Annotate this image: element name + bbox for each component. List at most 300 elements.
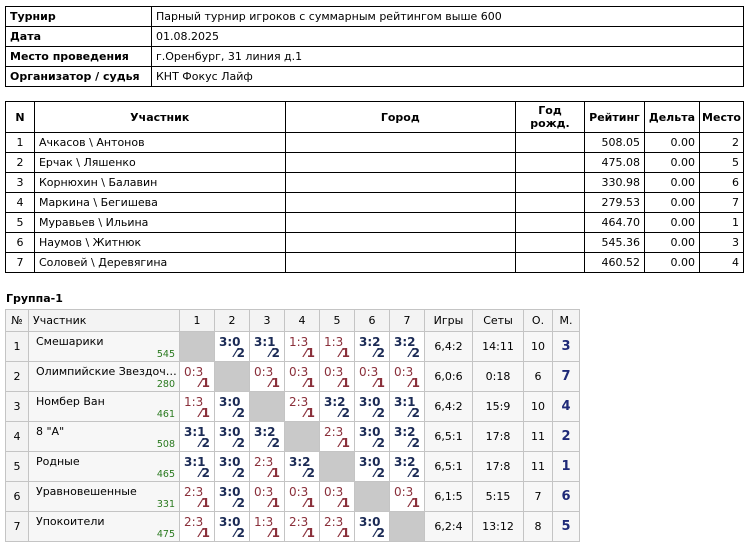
info-label: Дата (6, 27, 152, 47)
col-header-opponent: 6 (355, 310, 390, 332)
match-points-value: 2 (376, 406, 385, 420)
info-row-organizer (6, 67, 744, 87)
team-number: 2 (6, 362, 29, 392)
team-place-value: 1 (561, 459, 571, 474)
team-number: 5 (6, 452, 29, 482)
team-place-value: 3 (561, 339, 571, 354)
team-row (6, 512, 580, 542)
match-points: ⁄2 (269, 436, 280, 450)
match-score-cell[interactable] (390, 392, 425, 422)
match-points-value: 2 (271, 346, 280, 360)
participant-place: 2 (699, 133, 743, 153)
match-points-value: 2 (376, 436, 385, 450)
match-score: 0:3 (324, 365, 344, 379)
participant-name: Соловей \ Деревягина (34, 253, 285, 273)
match-score-cell[interactable] (320, 362, 355, 392)
info-label: Турнир (6, 7, 152, 27)
participant-place: 3 (699, 233, 743, 253)
info-value: 01.08.2025 (152, 27, 744, 47)
info-label: Организатор / судья (6, 67, 152, 87)
match-score: 3:2 (394, 335, 416, 349)
participant-delta: 0.00 (644, 173, 699, 193)
participant-row (6, 193, 744, 213)
team-games: 6,4:2 (425, 332, 473, 362)
team-number: 3 (6, 392, 29, 422)
self-match-cell (250, 392, 285, 422)
col-header-n: N (6, 102, 35, 133)
match-points: ⁄1 (199, 526, 210, 540)
match-points: ⁄2 (269, 346, 280, 360)
match-score-cell[interactable] (320, 422, 355, 452)
participant-birth-year (516, 193, 585, 213)
match-score-cell[interactable] (320, 512, 355, 542)
match-score-cell[interactable] (180, 482, 215, 512)
match-points-value: 1 (341, 376, 350, 390)
match-points-value: 2 (236, 406, 245, 420)
team-place (553, 362, 580, 392)
match-score-cell[interactable] (320, 482, 355, 512)
participant-delta: 0.00 (644, 253, 699, 273)
match-points-value: 1 (306, 376, 315, 390)
match-points-value: 1 (306, 496, 315, 510)
col-header-opponent: 2 (215, 310, 250, 332)
match-points: ⁄2 (304, 466, 315, 480)
match-score: 3:2 (254, 425, 276, 439)
match-points-value: 2 (376, 466, 385, 480)
match-score: 3:0 (219, 395, 241, 409)
group-title: Группа-1 (6, 292, 63, 305)
team-rating: 280 (156, 379, 175, 390)
participant-row (6, 133, 744, 153)
col-header-opponent: 4 (285, 310, 320, 332)
match-points: ⁄2 (199, 466, 210, 480)
team-sets: 17:8 (473, 452, 524, 482)
match-score-cell[interactable] (180, 422, 215, 452)
col-header-name: Участник (34, 102, 285, 133)
participant-number: 2 (6, 153, 35, 173)
team-name-cell (29, 392, 180, 422)
team-place-value: 5 (561, 519, 571, 534)
participant-rating: 330.98 (584, 173, 644, 193)
match-points: ⁄2 (409, 346, 420, 360)
participant-delta: 0.00 (644, 213, 699, 233)
participant-delta: 0.00 (644, 153, 699, 173)
match-score-cell[interactable] (180, 452, 215, 482)
team-rating: 475 (156, 529, 175, 540)
match-points-value: 1 (411, 376, 420, 390)
info-row-date (6, 27, 744, 47)
match-points-value: 2 (236, 436, 245, 450)
match-score-cell[interactable] (355, 452, 390, 482)
match-score-cell[interactable] (390, 452, 425, 482)
team-name-cell (29, 482, 180, 512)
match-score: 3:0 (219, 425, 241, 439)
team-name: Родные (36, 455, 80, 468)
match-points-value: 2 (411, 436, 420, 450)
team-points: 11 (524, 422, 553, 452)
match-score-cell[interactable] (250, 482, 285, 512)
participant-city (285, 153, 516, 173)
info-label: Место проведения (6, 47, 152, 67)
match-score: 0:3 (394, 365, 414, 379)
match-points-value: 2 (411, 466, 420, 480)
match-score-cell[interactable] (250, 332, 285, 362)
team-name-cell (29, 452, 180, 482)
col-header-opponent: 1 (180, 310, 215, 332)
match-score: 0:3 (359, 365, 379, 379)
participant-name: Ачкасов \ Антонов (34, 133, 285, 153)
participant-city (285, 213, 516, 233)
match-points: ⁄1 (269, 496, 280, 510)
match-points: ⁄1 (339, 436, 350, 450)
match-points-value: 2 (306, 466, 315, 480)
team-name: Смешарики (36, 335, 104, 348)
match-points-value: 1 (341, 496, 350, 510)
team-place (553, 332, 580, 362)
team-sets: 15:9 (473, 392, 524, 422)
match-score-cell[interactable] (250, 452, 285, 482)
match-points-value: 1 (341, 526, 350, 540)
match-points: ⁄1 (409, 496, 420, 510)
match-points-value: 2 (271, 436, 280, 450)
match-points-value: 1 (271, 526, 280, 540)
col-header-year: Год рожд. (516, 102, 585, 133)
team-rating: 461 (156, 409, 175, 420)
match-points: ⁄1 (409, 376, 420, 390)
match-score-cell[interactable] (285, 512, 320, 542)
match-score-cell[interactable] (390, 422, 425, 452)
match-score: 3:2 (394, 425, 416, 439)
participant-rating: 460.52 (584, 253, 644, 273)
match-score: 0:3 (289, 485, 309, 499)
team-points: 11 (524, 452, 553, 482)
match-score-cell[interactable] (180, 392, 215, 422)
match-score-cell[interactable] (355, 362, 390, 392)
team-place-value: 6 (561, 489, 571, 504)
team-name: Упокоители (36, 515, 105, 528)
participant-name: Муравьев \ Ильина (34, 213, 285, 233)
match-score: 3:1 (394, 395, 416, 409)
self-match-cell (320, 452, 355, 482)
match-points-value: 1 (201, 376, 210, 390)
participant-row (6, 173, 744, 193)
match-points: ⁄1 (269, 466, 280, 480)
team-place (553, 482, 580, 512)
col-header-team: Участник (29, 310, 180, 332)
participant-rating: 508.05 (584, 133, 644, 153)
participant-number: 7 (6, 253, 35, 273)
match-score-cell[interactable] (250, 512, 285, 542)
match-score: 1:3 (324, 335, 344, 349)
match-points-value: 2 (376, 346, 385, 360)
participant-number: 5 (6, 213, 35, 233)
team-games: 6,5:1 (425, 452, 473, 482)
participant-number: 3 (6, 173, 35, 193)
match-score: 3:2 (394, 455, 416, 469)
match-points-value: 2 (236, 466, 245, 480)
match-score-cell[interactable] (215, 332, 250, 362)
match-score: 1:3 (254, 515, 274, 529)
team-row (6, 452, 580, 482)
info-value: г.Оренбург, 31 линия д.1 (152, 47, 744, 67)
team-rating: 465 (156, 469, 175, 480)
match-score-cell[interactable] (285, 392, 320, 422)
match-score: 3:0 (359, 455, 381, 469)
match-points-value: 1 (201, 406, 210, 420)
col-header-num: № (6, 310, 29, 332)
team-place-value: 2 (561, 429, 571, 444)
match-score: 3:1 (184, 425, 206, 439)
participant-row (6, 213, 744, 233)
participant-birth-year (516, 253, 585, 273)
match-points: ⁄2 (234, 466, 245, 480)
match-points: ⁄2 (374, 466, 385, 480)
team-rating: 508 (156, 439, 175, 450)
participant-place: 6 (699, 173, 743, 193)
match-points: ⁄1 (339, 526, 350, 540)
match-score-cell[interactable] (390, 482, 425, 512)
match-points-value: 2 (376, 526, 385, 540)
team-place (553, 422, 580, 452)
team-place-value: 4 (561, 399, 571, 414)
match-points: ⁄1 (374, 376, 385, 390)
participant-city (285, 173, 516, 193)
match-points: ⁄1 (339, 376, 350, 390)
col-header-city: Город (285, 102, 516, 133)
team-rating: 331 (156, 499, 175, 510)
match-score: 0:3 (254, 485, 274, 499)
team-name: Олимпийские Звездоч… (36, 365, 177, 378)
match-score-cell[interactable] (355, 392, 390, 422)
team-points: 6 (524, 362, 553, 392)
match-points: ⁄1 (199, 376, 210, 390)
match-score: 0:3 (324, 485, 344, 499)
match-score: 3:1 (184, 455, 206, 469)
match-score-cell[interactable] (215, 512, 250, 542)
match-score: 3:0 (219, 515, 241, 529)
match-score: 2:3 (324, 425, 344, 439)
team-row (6, 362, 580, 392)
match-score-cell[interactable] (285, 362, 320, 392)
participant-city (285, 133, 516, 153)
team-name: 8 "А" (36, 425, 65, 438)
match-points: ⁄1 (269, 376, 280, 390)
match-points-value: 1 (271, 496, 280, 510)
team-sets: 14:11 (473, 332, 524, 362)
match-points: ⁄2 (339, 406, 350, 420)
match-points: ⁄1 (339, 346, 350, 360)
team-number: 1 (6, 332, 29, 362)
info-row-venue (6, 47, 744, 67)
match-points: ⁄1 (304, 346, 315, 360)
match-score-cell[interactable] (215, 392, 250, 422)
match-points-value: 1 (341, 436, 350, 450)
match-points: ⁄1 (304, 496, 315, 510)
team-name-cell (29, 362, 180, 392)
match-score-cell[interactable] (215, 482, 250, 512)
team-row (6, 482, 580, 512)
match-points-value: 1 (306, 526, 315, 540)
match-points: ⁄1 (269, 526, 280, 540)
match-score: 3:0 (359, 425, 381, 439)
match-points: ⁄2 (234, 496, 245, 510)
match-score-cell[interactable] (355, 422, 390, 452)
self-match-cell (355, 482, 390, 512)
match-score-cell[interactable] (285, 332, 320, 362)
team-points: 7 (524, 482, 553, 512)
match-points-value: 1 (306, 406, 315, 420)
match-score-cell[interactable] (180, 512, 215, 542)
participant-place: 4 (699, 253, 743, 273)
match-points-value: 2 (341, 406, 350, 420)
match-score-cell[interactable] (390, 362, 425, 392)
participant-place: 5 (699, 153, 743, 173)
match-score-cell[interactable] (215, 452, 250, 482)
self-match-cell (180, 332, 215, 362)
participant-city (285, 253, 516, 273)
match-points: ⁄2 (374, 526, 385, 540)
match-score: 0:3 (394, 485, 414, 499)
participant-number: 1 (6, 133, 35, 153)
participant-birth-year (516, 153, 585, 173)
participant-delta: 0.00 (644, 193, 699, 213)
match-points-value: 1 (271, 466, 280, 480)
tournament-info-table (5, 6, 744, 87)
match-points-value: 2 (411, 346, 420, 360)
col-header-delta: Дельта (644, 102, 699, 133)
match-points: ⁄1 (339, 496, 350, 510)
participant-birth-year (516, 173, 585, 193)
participant-name: Наумов \ Житнюк (34, 233, 285, 253)
match-score-cell[interactable] (285, 452, 320, 482)
col-header-place: Место (699, 102, 743, 133)
participant-number: 4 (6, 193, 35, 213)
match-score-cell[interactable] (250, 422, 285, 452)
participant-city (285, 233, 516, 253)
col-header-opponent: 7 (390, 310, 425, 332)
team-row (6, 422, 580, 452)
match-score-cell[interactable] (250, 362, 285, 392)
match-points-value: 2 (201, 436, 210, 450)
participant-rating: 464.70 (584, 213, 644, 233)
match-score: 3:2 (289, 455, 311, 469)
match-points-value: 2 (236, 526, 245, 540)
match-score-cell[interactable] (355, 332, 390, 362)
participant-rating: 475.08 (584, 153, 644, 173)
team-place (553, 452, 580, 482)
match-score: 3:0 (219, 455, 241, 469)
match-score: 0:3 (289, 365, 309, 379)
match-score: 3:2 (359, 335, 381, 349)
match-score: 3:0 (359, 515, 381, 529)
participant-birth-year (516, 233, 585, 253)
match-points: ⁄2 (234, 436, 245, 450)
match-points-value: 1 (201, 496, 210, 510)
team-sets: 5:15 (473, 482, 524, 512)
match-points-value: 1 (306, 346, 315, 360)
team-points: 10 (524, 392, 553, 422)
team-row (6, 392, 580, 422)
match-points-value: 2 (236, 496, 245, 510)
team-name-cell (29, 332, 180, 362)
participant-city (285, 193, 516, 213)
participant-birth-year (516, 213, 585, 233)
match-points-value: 2 (201, 466, 210, 480)
team-place (553, 392, 580, 422)
participant-delta: 0.00 (644, 133, 699, 153)
match-points: ⁄2 (409, 466, 420, 480)
match-points: ⁄1 (304, 376, 315, 390)
match-score-cell[interactable] (215, 422, 250, 452)
match-score: 3:2 (324, 395, 346, 409)
match-score-cell[interactable] (355, 512, 390, 542)
match-score: 1:3 (184, 395, 204, 409)
participant-row (6, 153, 744, 173)
match-score: 2:3 (324, 515, 344, 529)
self-match-cell (215, 362, 250, 392)
team-name: Номбер Ван (36, 395, 105, 408)
team-games: 6,4:2 (425, 392, 473, 422)
participant-rating: 545.36 (584, 233, 644, 253)
match-score: 3:0 (219, 335, 241, 349)
participant-name: Маркина \ Бегишева (34, 193, 285, 213)
match-points-value: 1 (411, 496, 420, 510)
self-match-cell (285, 422, 320, 452)
match-score: 2:3 (289, 515, 309, 529)
match-score: 3:1 (254, 335, 276, 349)
participant-row (6, 253, 744, 273)
col-header-rating: Рейтинг (584, 102, 644, 133)
match-points-value: 1 (341, 346, 350, 360)
participant-birth-year (516, 133, 585, 153)
team-games: 6,5:1 (425, 422, 473, 452)
participant-place: 7 (699, 193, 743, 213)
match-score: 0:3 (254, 365, 274, 379)
match-points: ⁄2 (374, 346, 385, 360)
participants-table (5, 101, 744, 273)
team-place-value: 7 (561, 369, 571, 384)
match-score-cell[interactable] (320, 392, 355, 422)
team-games: 6,0:6 (425, 362, 473, 392)
team-number: 4 (6, 422, 29, 452)
match-points: ⁄1 (199, 496, 210, 510)
team-name: Уравновешенные (36, 485, 137, 498)
col-header-games: Игры (425, 310, 473, 332)
col-header-opponent: 5 (320, 310, 355, 332)
team-row (6, 332, 580, 362)
info-row-tournament (6, 7, 744, 27)
info-value: КНТ Фокус Лайф (152, 67, 744, 87)
participant-row (6, 233, 744, 253)
match-score: 2:3 (254, 455, 274, 469)
match-points: ⁄2 (234, 346, 245, 360)
match-score: 3:0 (219, 485, 241, 499)
team-points: 8 (524, 512, 553, 542)
col-header-sets: Сеты (473, 310, 524, 332)
match-score: 2:3 (184, 485, 204, 499)
match-points: ⁄2 (409, 406, 420, 420)
match-score-cell[interactable] (390, 332, 425, 362)
match-points: ⁄1 (304, 526, 315, 540)
match-score-cell[interactable] (180, 362, 215, 392)
match-points: ⁄2 (234, 526, 245, 540)
team-number: 6 (6, 482, 29, 512)
match-score-cell[interactable] (285, 482, 320, 512)
match-points-value: 2 (411, 406, 420, 420)
match-score: 2:3 (184, 515, 204, 529)
match-score-cell[interactable] (320, 332, 355, 362)
match-points-value: 2 (236, 346, 245, 360)
